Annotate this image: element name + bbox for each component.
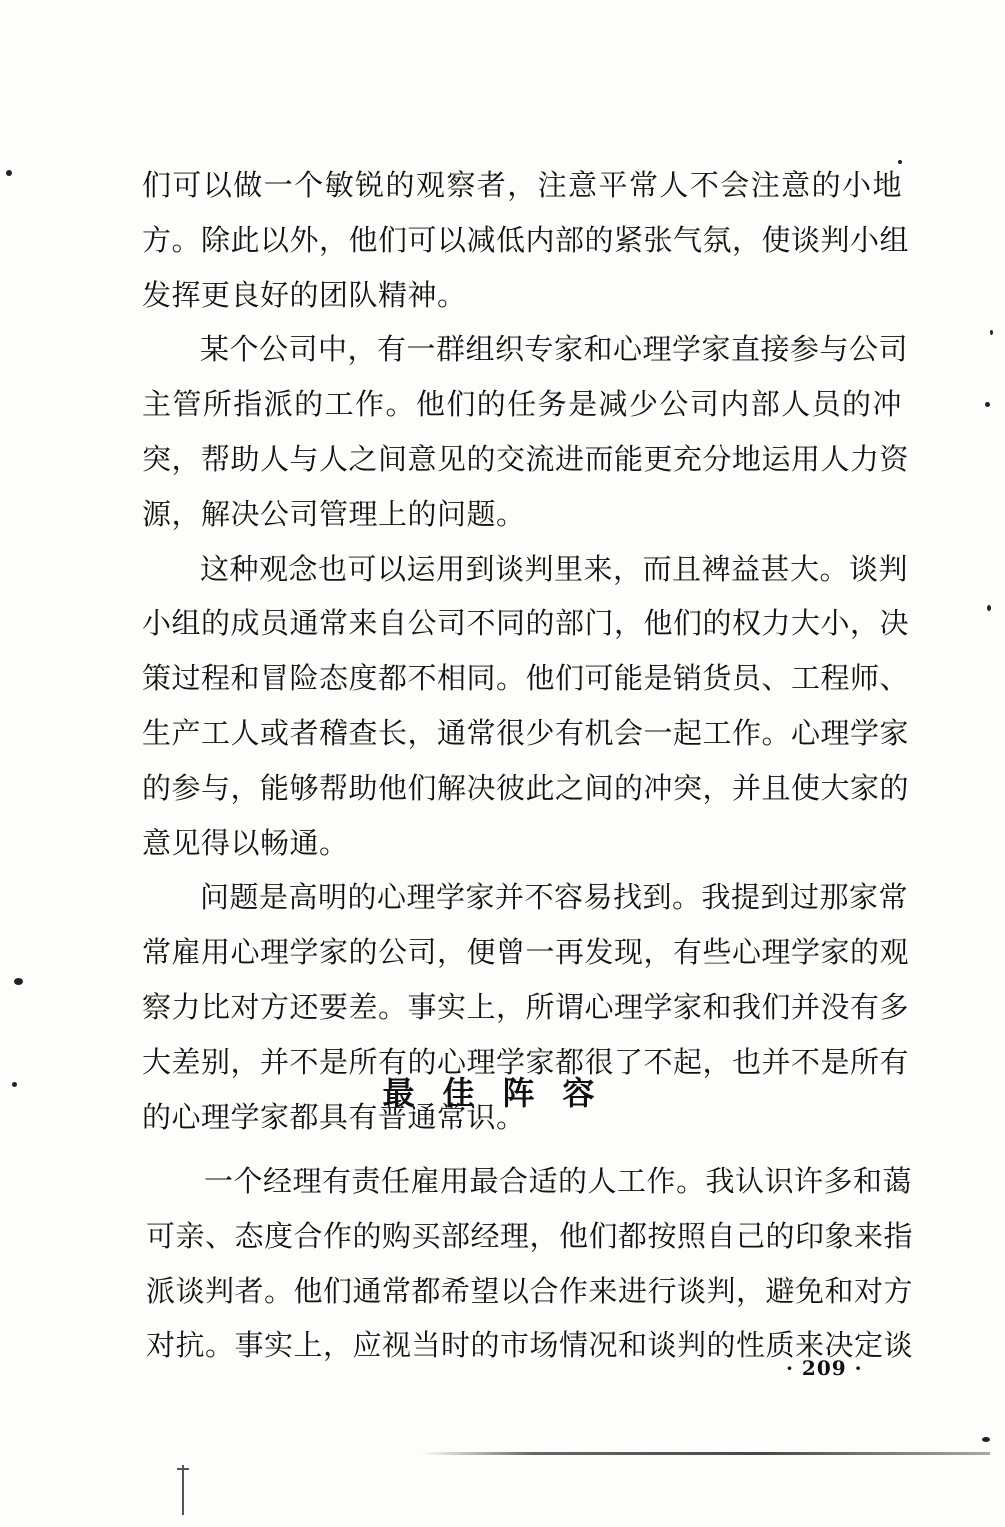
text-line: 发挥更良好的团队精神。 (142, 277, 467, 312)
text-line: 小组的成员通常来自公司不同的部门，他们的权力大小，决 (142, 606, 910, 641)
paragraph (146, 1154, 914, 1373)
text-line: 一个经理有责任雇用最合适的人工作。我认识许多和蔼 (204, 1164, 913, 1198)
text-line: 大差别，并不是所有的心理学家都很了不起，也并不是所有 (142, 1044, 910, 1079)
scan-speck (14, 978, 23, 985)
text-line: 主管所指派的工作。他们的任务是减少公司内部人员的冲 (142, 387, 902, 422)
paragraph (142, 542, 910, 871)
text-line: 派谈判者。他们通常都希望以合作来进行谈判，避免和对方 (146, 1273, 914, 1308)
text-line: 策过程和冒险态度都不相同。他们可能是销货员、工程师、 (142, 661, 910, 696)
text-line: 们可以做一个敏锐的观察者，注意平常人不会注意的小地 (142, 168, 902, 202)
scan-artifact-mark (182, 1465, 184, 1515)
paragraph (142, 158, 910, 322)
text-line: 的参与，能够帮助他们解决彼此之间的冲突，并且使大家的 (142, 770, 910, 805)
text-line: 生产工人或者稽查长，通常很少有机会一起工作。心理学家 (142, 715, 910, 750)
page-number: · 209 · (786, 1356, 863, 1380)
scan-speck (12, 1082, 17, 1087)
text-line: 突，帮助人与人之间意见的交流进而能更充分地运用人力资 (142, 441, 910, 476)
text-line: 察力比对方还要差。事实上，所谓心理学家和我们并没有多 (142, 989, 910, 1024)
text-line: 问题是高明的心理学家并不容易找到。我提到过那家常 (200, 880, 909, 915)
scan-speck (6, 170, 12, 176)
text-line: 对抗。事实上，应视当时的市场情况和谈判的性质来决定谈 (146, 1328, 914, 1363)
scan-speck (985, 402, 990, 407)
scan-speck (898, 160, 902, 164)
body-text-upper (142, 158, 910, 1144)
text-line: 常雇用心理学家的公司，便曾一再发现，有些心理学家的观 (142, 935, 910, 970)
text-line: 源，解决公司管理上的问题。 (142, 496, 526, 531)
text-line: 方。除此以外，他们可以减低内部的紧张气氛，使谈判小组 (142, 222, 910, 257)
text-line: 的心理学家都具有普通常识。 (142, 1099, 526, 1134)
paragraph (142, 322, 910, 541)
text-line: 可亲、态度合作的购买部经理，他们都按照自己的印象来指 (146, 1218, 914, 1253)
text-line: 意见得以畅通。 (142, 825, 349, 860)
scan-speck (982, 1437, 990, 1442)
scan-speck (990, 330, 993, 335)
scan-artifact-mark (177, 1468, 189, 1470)
text-line: 某个公司中，有一群组织专家和心理学家直接参与公司 (200, 332, 909, 367)
text-line: 这种观念也可以运用到谈判里来，而且裨益甚大。谈判 (200, 551, 909, 586)
body-text-lower (146, 1154, 914, 1373)
scan-speck (987, 605, 991, 611)
scan-artifact-line (420, 1452, 990, 1455)
section-heading: 最佳阵容 (382, 1074, 623, 1112)
